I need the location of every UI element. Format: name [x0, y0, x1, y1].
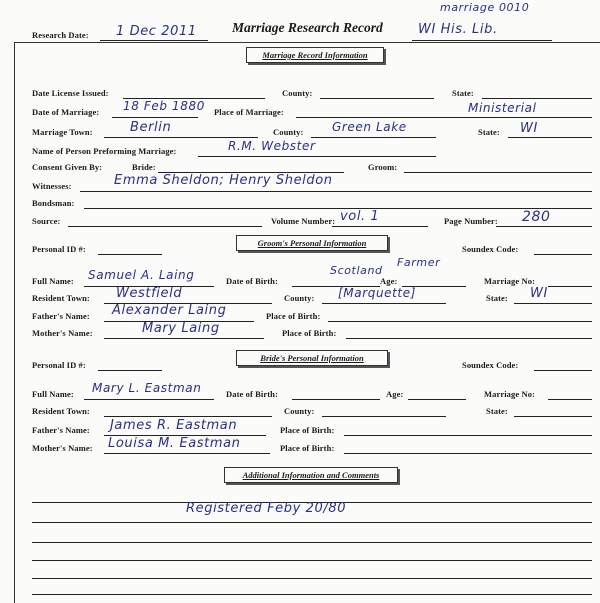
bride-mother-line[interactable] — [104, 453, 270, 454]
bride-marriage-no-label: Marriage No: — [484, 389, 535, 399]
source-label: Source: — [32, 216, 61, 226]
bride-father-pob-label: Place of Birth: — [280, 425, 335, 435]
marriage-town-value[interactable]: Berlin — [130, 120, 172, 135]
marriage-county-line[interactable] — [311, 137, 436, 138]
groom-soundex-line[interactable] — [534, 254, 592, 255]
volume-line[interactable] — [332, 226, 428, 227]
bride-age-line[interactable] — [408, 399, 466, 400]
groom-age-label: Age: — [380, 276, 398, 286]
marriage-town-label: Marriage Town: — [32, 127, 93, 137]
groom-father-label: Father's Name: — [32, 311, 90, 321]
marriage-state-value[interactable]: WI — [520, 121, 538, 136]
marriage-state-line[interactable] — [508, 137, 592, 138]
consent-bride-label: Bride: — [132, 162, 156, 172]
bondsman-line[interactable] — [84, 208, 592, 209]
bride-id-line[interactable] — [98, 370, 162, 371]
witnesses-label: Witnesses: — [32, 181, 72, 191]
date-license-label: Date License Issued: — [32, 88, 109, 98]
groom-state-value[interactable]: WI — [530, 286, 548, 301]
bride-name-value[interactable]: Mary L. Eastman — [92, 381, 202, 395]
bride-county-line[interactable] — [322, 416, 446, 417]
groom-marriage-no-line[interactable] — [548, 286, 592, 287]
groom-id-label: Personal ID #: — [32, 244, 86, 254]
groom-state-line[interactable] — [514, 303, 592, 304]
marriage-state-label: State: — [478, 127, 500, 137]
comment-line-5[interactable] — [32, 578, 592, 579]
form-title: Marriage Research Record — [232, 20, 383, 35]
groom-father-pob-label: Place of Birth: — [266, 311, 321, 321]
section-groom-header: Groom's Personal Information — [236, 235, 388, 251]
license-county-label: County: — [282, 88, 313, 98]
research-date-value[interactable]: 1 Dec 2011 — [116, 24, 197, 39]
consent-groom-label: Groom: — [368, 162, 398, 172]
groom-soundex-label: Soundex Code: — [462, 244, 519, 254]
form-frame — [14, 42, 600, 603]
bride-father-value[interactable]: James R. Eastman — [110, 418, 238, 433]
date-marriage-label: Date of Marriage: — [32, 107, 100, 117]
repository-line — [412, 40, 552, 41]
groom-birthplace-value[interactable]: Scotland — [330, 264, 383, 277]
groom-occupation-value[interactable]: Farmer — [397, 256, 441, 269]
corner-note: marriage 0010 — [440, 1, 530, 14]
page-number-value[interactable]: 280 — [522, 209, 551, 225]
groom-dob-label: Date of Birth: — [226, 276, 278, 286]
groom-mother-value[interactable]: Mary Laing — [142, 321, 220, 336]
place-marriage-value[interactable]: Ministerial — [468, 101, 537, 115]
bride-state-line[interactable] — [514, 416, 592, 417]
bride-marriage-no-line[interactable] — [548, 399, 592, 400]
groom-name-value[interactable]: Samuel A. Laing — [88, 268, 195, 282]
bride-id-label: Personal ID #: — [32, 360, 86, 370]
comment-line-2[interactable] — [32, 522, 592, 523]
bride-mother-pob-label: Place of Birth: — [280, 443, 335, 453]
section-additional-header: Additional Information and Comments — [224, 467, 398, 483]
bondsman-label: Bondsman: — [32, 198, 75, 208]
research-date-label: Research Date: — [32, 30, 89, 40]
groom-mother-pob-line[interactable] — [346, 338, 592, 339]
groom-town-value[interactable]: Westfield — [116, 286, 183, 301]
bride-state-label: State: — [486, 406, 508, 416]
bride-soundex-label: Soundex Code: — [462, 360, 519, 370]
consent-label: Consent Given By: — [32, 162, 103, 172]
groom-town-label: Resident Town: — [32, 293, 90, 303]
marriage-town-line[interactable] — [104, 137, 258, 138]
volume-value[interactable]: vol. 1 — [340, 209, 380, 224]
bride-county-label: County: — [284, 406, 315, 416]
officiant-label: Name of Person Preforming Marriage: — [32, 146, 177, 156]
comment-line-1-value[interactable]: Registered Feby 20/80 — [186, 501, 347, 516]
repository-value[interactable]: WI His. Lib. — [418, 22, 498, 37]
groom-mother-pob-label: Place of Birth: — [282, 328, 337, 338]
section-marriage-header: Marriage Record Information — [246, 47, 384, 63]
groom-county-value[interactable]: [Marquette] — [338, 286, 417, 300]
bride-father-pob-line[interactable] — [344, 435, 592, 436]
volume-label: Volume Number: — [271, 216, 336, 226]
groom-county-line[interactable] — [322, 303, 446, 304]
officiant-value[interactable]: R.M. Webster — [228, 139, 316, 153]
bride-dob-line[interactable] — [292, 399, 380, 400]
license-state-label: State: — [452, 88, 474, 98]
bride-soundex-line[interactable] — [534, 370, 592, 371]
groom-mother-line[interactable] — [104, 338, 264, 339]
license-county-line[interactable] — [320, 98, 434, 99]
date-marriage-value[interactable]: 18 Feb 1880 — [123, 99, 205, 113]
groom-father-value[interactable]: Alexander Laing — [112, 303, 227, 318]
license-state-line[interactable] — [482, 98, 592, 99]
place-marriage-label: Place of Marriage: — [214, 107, 284, 117]
section-bride-header: Bride's Personal Information — [236, 350, 388, 366]
groom-county-label: County: — [284, 293, 315, 303]
witnesses-value[interactable]: Emma Sheldon; Henry Sheldon — [114, 173, 333, 188]
comment-line-6[interactable] — [32, 594, 592, 595]
page-number-label: Page Number: — [444, 216, 498, 226]
consent-groom-line[interactable] — [404, 172, 592, 173]
bride-name-label: Full Name: — [32, 389, 74, 399]
research-date-line — [100, 40, 208, 41]
comment-line-3[interactable] — [32, 542, 592, 543]
source-line[interactable] — [68, 226, 262, 227]
comment-line-4[interactable] — [32, 560, 592, 561]
page-number-line[interactable] — [496, 226, 592, 227]
bride-mother-pob-line[interactable] — [344, 453, 592, 454]
date-marriage-line[interactable] — [112, 117, 198, 118]
groom-marriage-no-label: Marriage No: — [484, 276, 535, 286]
witnesses-line[interactable] — [80, 191, 592, 192]
bride-mother-label: Mother's Name: — [32, 443, 93, 453]
groom-name-label: Full Name: — [32, 276, 74, 286]
groom-mother-label: Mother's Name: — [32, 328, 93, 338]
bride-age-label: Age: — [386, 389, 404, 399]
marriage-county-value[interactable]: Green Lake — [332, 120, 407, 134]
bride-town-label: Resident Town: — [32, 406, 90, 416]
bride-mother-value[interactable]: Louisa M. Eastman — [108, 436, 241, 451]
bride-dob-label: Date of Birth: — [226, 389, 278, 399]
marriage-county-label: County: — [273, 127, 304, 137]
groom-father-pob-line[interactable] — [328, 321, 592, 322]
bride-town-line[interactable] — [104, 416, 272, 417]
bride-father-label: Father's Name: — [32, 425, 90, 435]
officiant-line[interactable] — [198, 156, 436, 157]
bride-name-line[interactable] — [84, 399, 214, 400]
groom-id-line[interactable] — [98, 254, 162, 255]
place-marriage-line[interactable] — [296, 117, 592, 118]
groom-state-label: State: — [486, 293, 508, 303]
